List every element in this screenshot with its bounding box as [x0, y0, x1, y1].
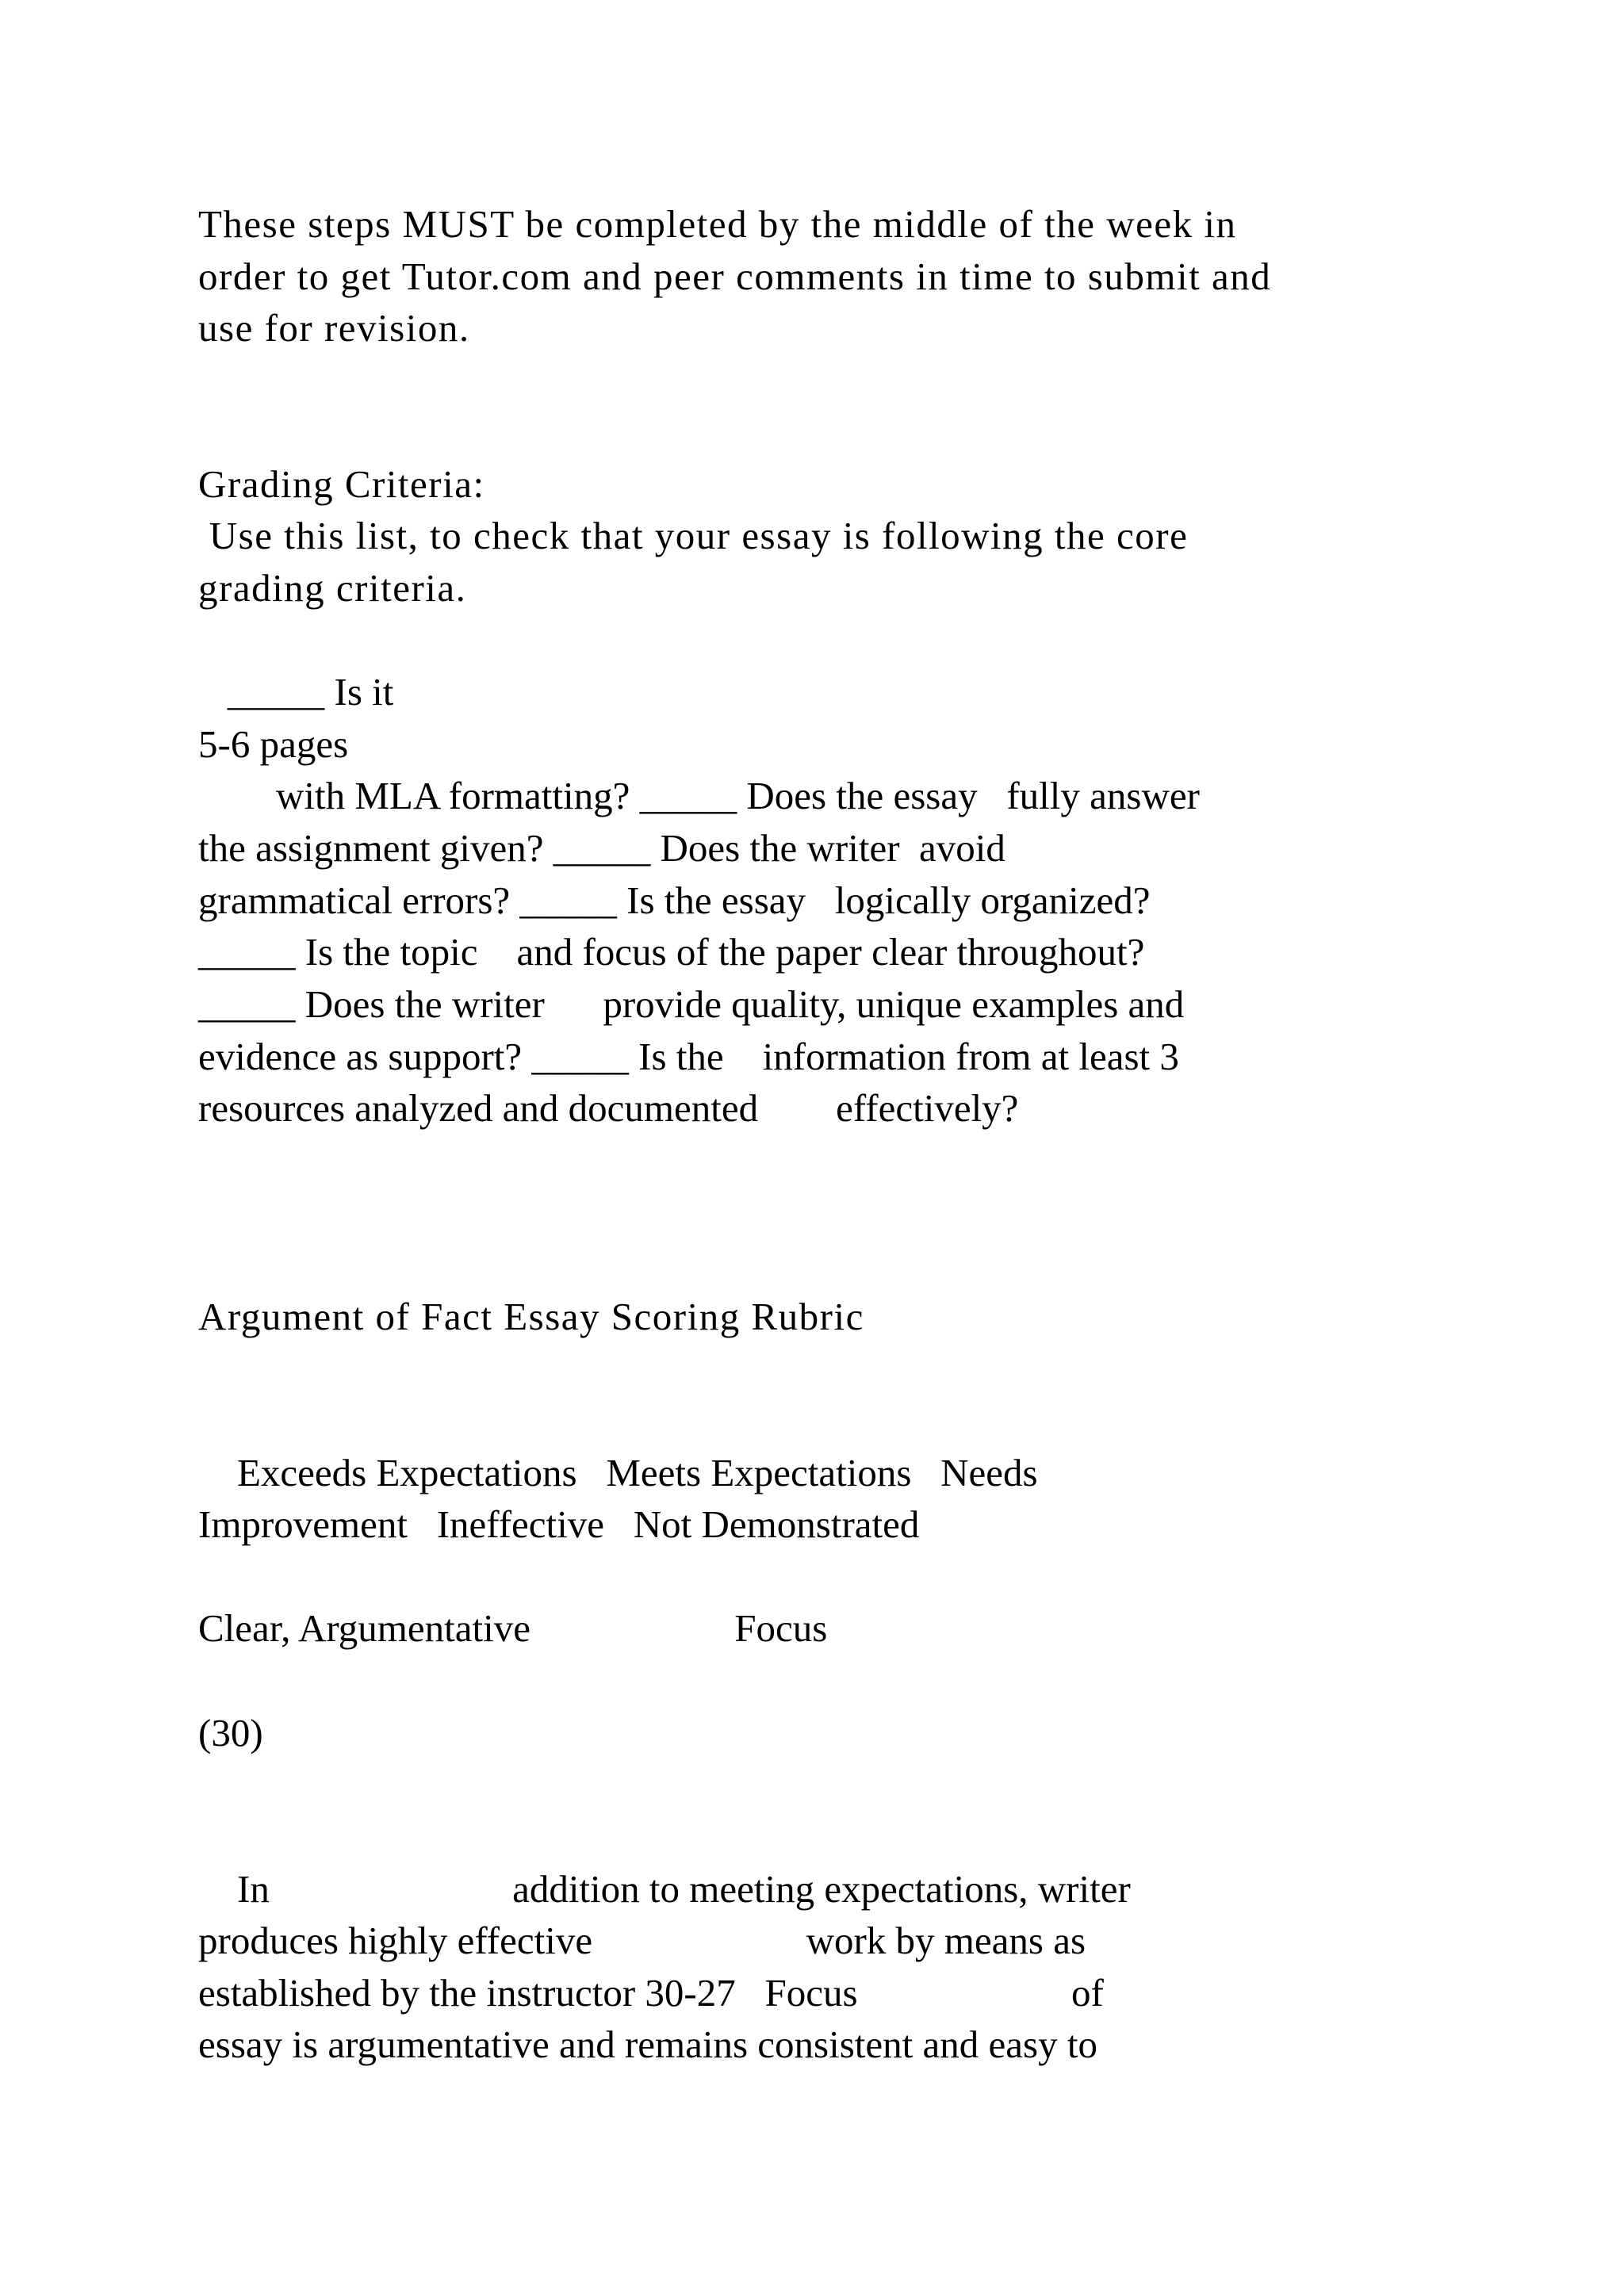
checklist-line: evidence as support? _____ Is the information from at least 3 — [198, 1035, 1179, 1078]
rubric-description-line: essay is argumentative and remains consistent and easy to — [198, 2022, 1097, 2066]
rubric-criterion: Clear, Argumentative Focus — [198, 1606, 828, 1650]
grading-instructions-line: Use this list, to check that your essay is following the core — [198, 514, 1189, 557]
checklist-line: _____ Is it — [198, 670, 394, 714]
rubric-description-line: produces highly effective work by means as — [198, 1919, 1086, 1962]
intro-line: order to get Tutor.com and peer comments in time to submit and — [198, 254, 1272, 298]
rubric-levels-line: Exceeds Expectations Meets Expectations Needs — [198, 1451, 1038, 1494]
grading-criteria-heading: Grading Criteria: — [198, 462, 485, 506]
checklist-line: _____ Does the writer provide quality, unique examples and — [198, 982, 1185, 1026]
checklist-line: grammatical errors? _____ Is the essay logically organized? — [198, 878, 1151, 922]
rubric-description-line: established by the instructor 30-27 Focus of — [198, 1971, 1104, 2015]
checklist-line: _____ Is the topic and focus of the paper clear throughout? — [198, 930, 1145, 974]
checklist-line: the assignment given? _____ Does the writer avoid — [198, 826, 1005, 870]
rubric-title: Argument of Fact Essay Scoring Rubric — [198, 1295, 864, 1338]
checklist-line: 5-6 pages — [198, 722, 349, 766]
checklist-line: with MLA formatting? _____ Does the essay fully answer — [198, 774, 1200, 817]
intro-line: use for revision. — [198, 306, 470, 350]
checklist-line: resources analyzed and documented effectively? — [198, 1086, 1019, 1130]
rubric-levels-line: Improvement Ineffective Not Demonstrated — [198, 1502, 920, 1546]
rubric-points: (30) — [198, 1711, 263, 1755]
intro-line: These steps MUST be completed by the middle of the week in — [198, 202, 1237, 246]
rubric-description-line: In addition to meeting expectations, writer — [198, 1867, 1131, 1911]
grading-instructions-line: grading criteria. — [198, 566, 467, 610]
